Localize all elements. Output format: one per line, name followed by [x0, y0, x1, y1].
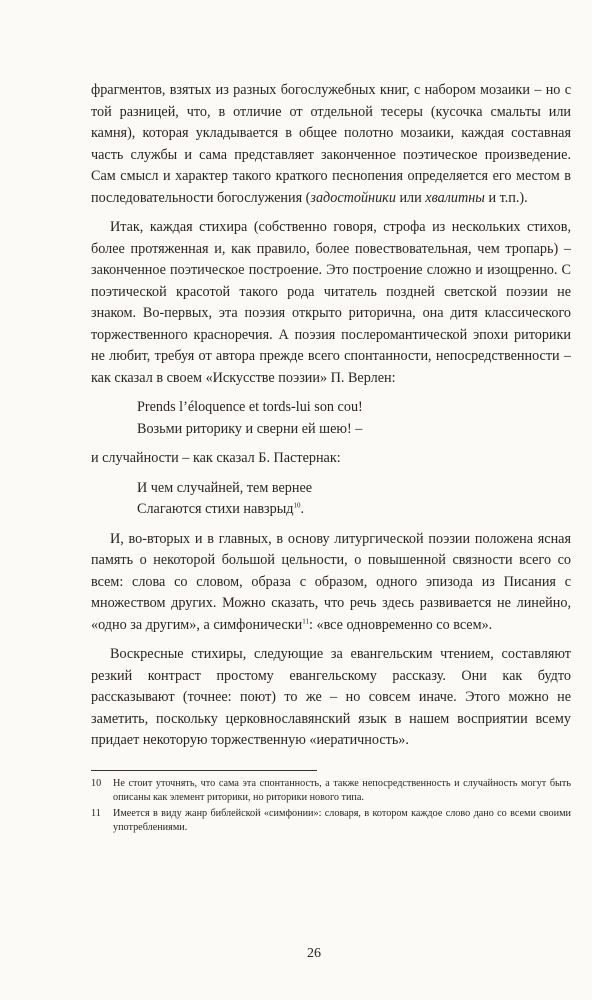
paragraph-1-conjunction: или [395, 189, 426, 206]
footnote-divider [91, 770, 317, 771]
paragraph-4-end: : «все одновременно со всем». [308, 616, 493, 633]
paragraph-5: Воскресные стихиры, следующие за евангельским чтением, составляют резкий контраст простому евангельскому рассказу. Они как будто рассказывают (точнее: поют) то же – но совсем иначе. Этого можно не заметить, поскольку церковнославянский язык в нашем восприятии всему придает некоторую торжественную «иератичность». [91, 646, 571, 748]
verse-line: Возьми риторику и сверни ей шею! – [137, 420, 363, 437]
verse-line-text: Слагаются стихи навзрыд [137, 501, 294, 517]
footnote-text: Не стоит уточнять, что сама эта спонтанность, а также непосредственность и случайность могут быть описаны как элемент риторики, но риторики нового типа. [113, 777, 571, 803]
footnote-10 [91, 777, 571, 805]
paragraph-4-text: И, во-вторых и в главных, в основу литургической поэзии положена ясная память о некоторой большой цельности, о повышенной связности всего со всем: слова со словом, образа с образом, одного эпизода из Писания с множеством других. Можно сказать, что речь здесь развивается не линейно, «одно за другим», а симфонически [91, 530, 571, 633]
verse-line-end: . [300, 501, 305, 517]
verse-line [137, 499, 571, 521]
paragraph-1-end: и т.п.). [484, 189, 528, 206]
page-number: 26 [307, 946, 321, 961]
paragraph-2: Итак, каждая стихира (собственно говоря, строфа из нескольких стихов, более протяженная и, как правило, более повествовательная, чем тропарь) – законченное поэтическое построение. Это построение сложно и изощренно. С поэтической красотой такого рода читатель поздней светской поэзии не знаком. Во-первых, эта поэзия открыто риторична, она дитя классического торжественного красноречия. А поэзия послеромантической эпохи риторики не любит, требуя от автора прежде всего спонтанности, непосредственности – как сказал в своем «Искусстве поэзии» П. Верлен: [91, 219, 571, 386]
footnote-ref-10[interactable]: 10 [293, 501, 301, 510]
footnote-number: 11 [91, 807, 101, 819]
paragraph-1 [91, 80, 571, 209]
footnote-11 [91, 807, 571, 835]
paragraph-1-text: фрагментов, взятых из разных богослужебных книг, с набором мозаики – но с той разницей, что, в отличие от отдельной тесеры (кусочка смальты или камня), которая укладывается в общее полотно мозаики, каждая составная часть службы и сама представляет законченное поэтическое произведение. Сам смысл и характер такого краткого песнопения определяется его местом в последовательности богослужения ( [91, 82, 571, 206]
page-body [91, 80, 571, 835]
footnote-ref-11[interactable]: 11 [302, 616, 309, 625]
paragraph-3: и случайности – как сказал Б. Пастернак: [91, 450, 341, 466]
emphasis-khvalitny: хвалитны [425, 189, 485, 206]
verse-line: И чем случайней, тем вернее [137, 479, 313, 496]
emphasis-zadostoyniki: задостойники [310, 189, 396, 206]
paragraph-4 [91, 529, 571, 637]
verse-pasternak [137, 478, 571, 521]
footnote-text: Имеется в виду жанр библейской «симфонии»: словаря, в котором каждое слово дано со всеми своими употреблениями. [113, 807, 571, 833]
verse-verlaine [137, 397, 571, 440]
footnote-number: 10 [91, 777, 102, 789]
verse-line: Prends l’éloquence et tords-lui son cou! [137, 399, 363, 415]
